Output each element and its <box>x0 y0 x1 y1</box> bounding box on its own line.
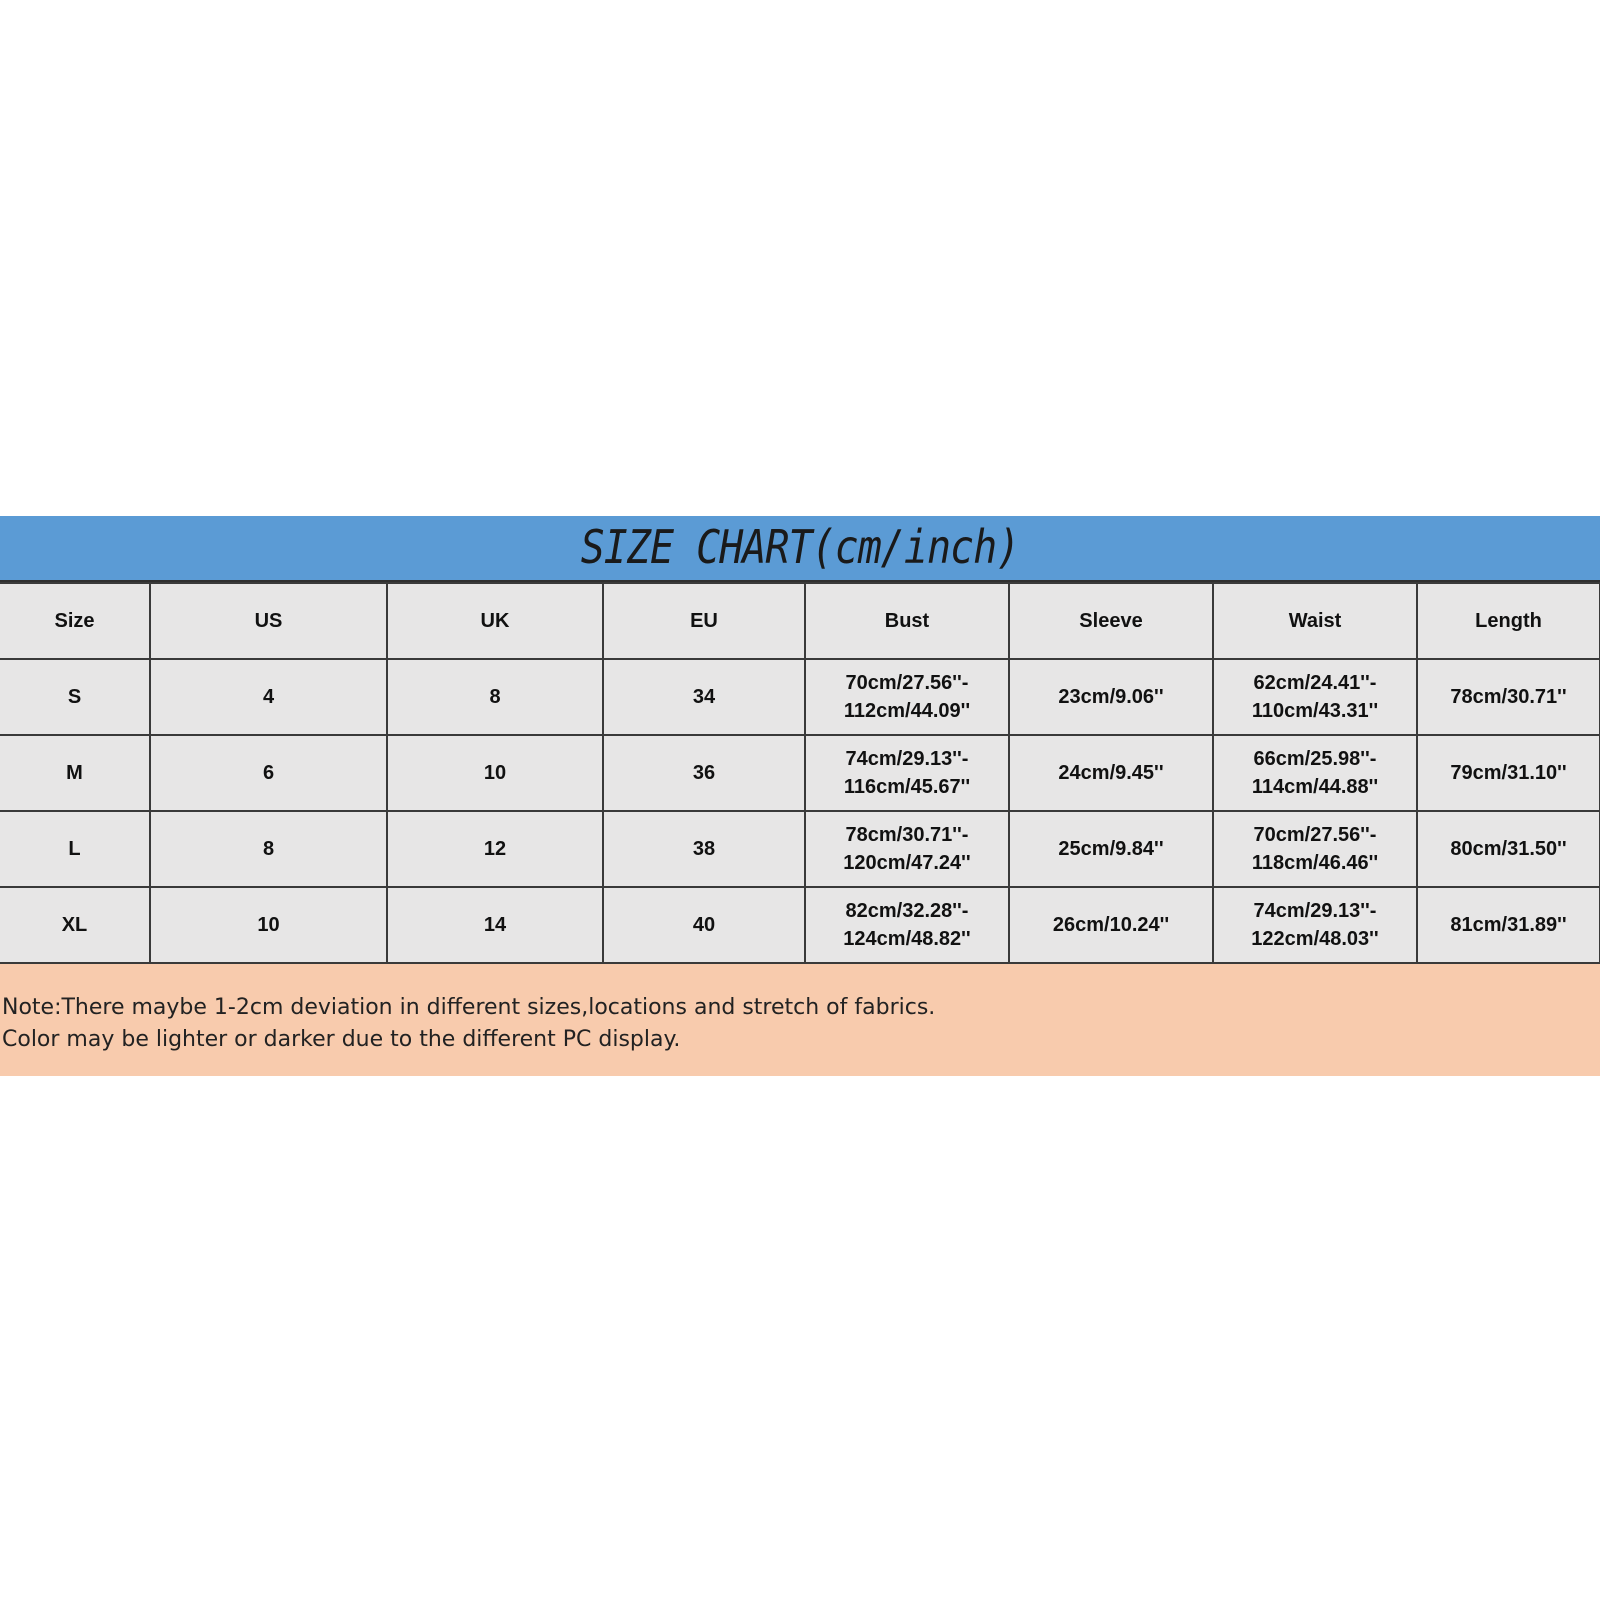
cell-eu: 36 <box>603 735 805 811</box>
cell-size: M <box>0 735 150 811</box>
bust-max: 112cm/44.09'' <box>843 700 971 722</box>
waist-min: 74cm/29.13''- <box>1253 900 1377 922</box>
cell-waist <box>1213 887 1417 963</box>
table-row <box>0 811 1600 887</box>
cell-length: 78cm/30.71'' <box>1417 659 1600 735</box>
waist-max: 110cm/43.31'' <box>1251 700 1379 722</box>
cell-bust <box>805 811 1009 887</box>
note-box <box>0 964 1600 1076</box>
bust-min: 74cm/29.13''- <box>845 748 969 770</box>
cell-us: 8 <box>150 811 387 887</box>
cell-sleeve: 25cm/9.84'' <box>1009 811 1213 887</box>
bust-max: 116cm/45.67'' <box>843 776 971 798</box>
table-row <box>0 659 1600 735</box>
header-length: Length <box>1417 583 1600 659</box>
cell-uk: 8 <box>387 659 603 735</box>
bust-min: 78cm/30.71''- <box>845 824 969 846</box>
waist-min: 66cm/25.98''- <box>1253 748 1377 770</box>
cell-size: XL <box>0 887 150 963</box>
cell-eu: 34 <box>603 659 805 735</box>
header-uk: UK <box>387 583 603 659</box>
bust-max: 120cm/47.24'' <box>843 852 971 874</box>
cell-length: 79cm/31.10'' <box>1417 735 1600 811</box>
note-line-2: Color may be lighter or darker due to the different PC display. <box>2 1027 681 1052</box>
cell-waist <box>1213 659 1417 735</box>
cell-waist <box>1213 811 1417 887</box>
waist-max: 122cm/48.03'' <box>1251 928 1379 950</box>
header-us: US <box>150 583 387 659</box>
bust-min: 82cm/32.28''- <box>845 900 969 922</box>
cell-bust <box>805 887 1009 963</box>
cell-sleeve: 26cm/10.24'' <box>1009 887 1213 963</box>
cell-sleeve: 24cm/9.45'' <box>1009 735 1213 811</box>
cell-us: 4 <box>150 659 387 735</box>
waist-max: 118cm/46.46'' <box>1251 852 1379 874</box>
cell-us: 6 <box>150 735 387 811</box>
header-bust: Bust <box>805 583 1009 659</box>
bust-min: 70cm/27.56''- <box>845 672 969 694</box>
size-table <box>0 582 1600 964</box>
cell-size: L <box>0 811 150 887</box>
cell-bust <box>805 659 1009 735</box>
waist-min: 62cm/24.41''- <box>1253 672 1377 694</box>
cell-eu: 38 <box>603 811 805 887</box>
cell-uk: 12 <box>387 811 603 887</box>
table-row <box>0 735 1600 811</box>
title-bar <box>0 516 1600 582</box>
cell-length: 80cm/31.50'' <box>1417 811 1600 887</box>
header-sleeve: Sleeve <box>1009 583 1213 659</box>
cell-waist <box>1213 735 1417 811</box>
cell-eu: 40 <box>603 887 805 963</box>
cell-us: 10 <box>150 887 387 963</box>
cell-bust <box>805 735 1009 811</box>
waist-min: 70cm/27.56''- <box>1253 824 1377 846</box>
note-line-1: Note:There maybe 1-2cm deviation in different sizes,locations and stretch of fabrics. <box>2 995 936 1020</box>
header-eu: EU <box>603 583 805 659</box>
header-size: Size <box>0 583 150 659</box>
cell-length: 81cm/31.89'' <box>1417 887 1600 963</box>
header-row <box>0 583 1600 659</box>
bust-max: 124cm/48.82'' <box>843 928 971 950</box>
header-waist: Waist <box>1213 583 1417 659</box>
cell-uk: 14 <box>387 887 603 963</box>
cell-size: S <box>0 659 150 735</box>
cell-sleeve: 23cm/9.06'' <box>1009 659 1213 735</box>
chart-title: SIZE CHART(cm/inch) <box>580 521 1020 575</box>
table-row <box>0 887 1600 963</box>
waist-max: 114cm/44.88'' <box>1251 776 1379 798</box>
size-chart <box>0 516 1600 1076</box>
cell-uk: 10 <box>387 735 603 811</box>
